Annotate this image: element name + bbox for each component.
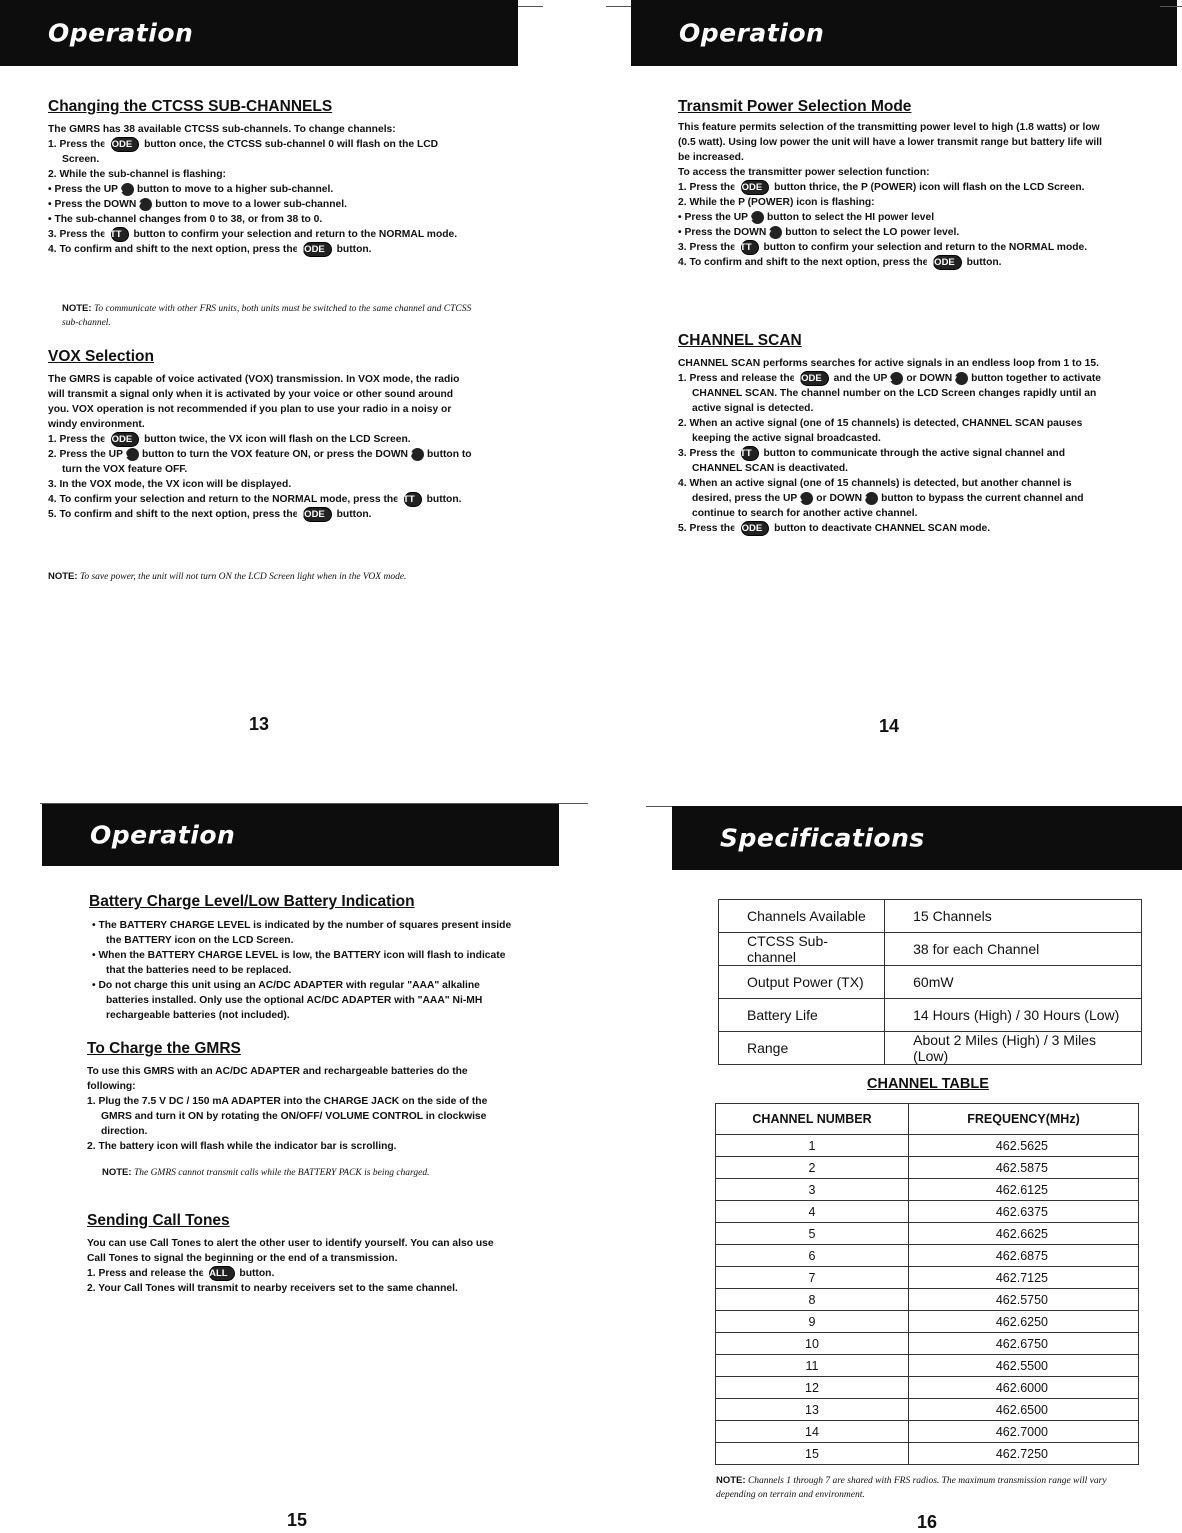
up-arrow-icon: ▲ — [126, 448, 139, 461]
table-row — [716, 1179, 1139, 1201]
top-rule — [1160, 6, 1182, 7]
spec-row — [719, 933, 1142, 966]
up-arrow-icon: ▲ — [751, 211, 764, 224]
down-arrow-icon: ▼ — [411, 448, 424, 461]
charge-body: To use this GMRS with an AC/DC ADAPTER and rechargeable batteries do the following: 1. Plug the 7.5 V DC / 150 mA ADAPTER into the CHARGE JACK on the side of the GMRS and turn it ON by rotating the ON/OFF/ VOLUME CONTROL in clockwise direction. 2. The battery icon will flash while the indicator bar is scrolling. — [87, 1066, 488, 1152]
frequency-cell: 462.6375 — [909, 1201, 1139, 1223]
ptt-button-icon: PTT — [404, 492, 422, 507]
table-row — [716, 1135, 1139, 1157]
mode-button-icon: MODE — [741, 180, 770, 195]
table-row — [716, 1157, 1139, 1179]
ptt-button-icon: PTT — [741, 240, 759, 255]
table-row — [716, 1311, 1139, 1333]
up-arrow-icon: ▲ — [800, 492, 813, 505]
mode-button-icon: MODE — [303, 507, 332, 522]
spec-value: 38 for each Channel — [885, 933, 1142, 966]
top-rule — [646, 806, 672, 807]
specifications-table — [718, 899, 1142, 1065]
table-row — [716, 1267, 1139, 1289]
scan-heading: CHANNEL SCAN — [678, 332, 802, 349]
top-rule — [518, 6, 543, 7]
mode-button-icon: MODE — [111, 432, 140, 447]
channel-number-cell: 2 — [716, 1157, 909, 1179]
vox-body: The GMRS is capable of voice activated (VOX) transmission. In VOX mode, the radio will transmit a signal only when it is activated by your voice or other sound around you. VOX operation is not recommended if you plan to use your radio in a noisy or windy environment. 1. Press the MODE button twice, the VX icon will flash on the LCD Screen. 2. Press the UP▲ button to turn the VOX feature ON, or press the DOWN▼ button to turn the VOX feature OFF. 3. In the VOX mode, the VX icon will be displayed. 4. To confirm your selection and return to the NORMAL mode, press the PTT button. 5. To confirm and shift to the next option, press the MODE button. — [48, 374, 472, 520]
table-row — [716, 1223, 1139, 1245]
page15-header: Operation — [42, 804, 559, 866]
tones-heading: Sending Call Tones — [87, 1212, 230, 1229]
spec-row — [719, 1032, 1142, 1065]
battery-body: • The BATTERY CHARGE LEVEL is indicated by the number of squares present inside the BATTERY icon on the LCD Screen. • When the BATTERY CHARGE LEVEL is low, the BATTERY icon will flash to indicate that the batteries need to be replaced. • Do not charge this unit using an AC/DC ADAPTER with regular "AAA" alkaline batteries installed. Only use the optional AC/DC ADAPTER with "AAA" Ni-MH rechargeable batteries (not included). — [92, 920, 512, 1021]
page-number-14: 14 — [879, 716, 900, 736]
channel-number-cell: 5 — [716, 1223, 909, 1245]
spec-row — [719, 999, 1142, 1032]
page13-header: Operation — [0, 0, 518, 66]
frequency-cell: 462.6750 — [909, 1333, 1139, 1355]
vox-heading: VOX Selection — [48, 348, 154, 365]
ctcss-body: The GMRS has 38 available CTCSS sub-channels. To change channels: 1. Press the MODE button once, the CTCSS sub-channel 0 will flash on the LCD Screen. 2. While the sub-channel is flashing: • Press the UP▲ button to move to a higher sub-channel. • Press the DOWN▼ button to move to a lower sub-channel. • The sub-channel changes from 0 to 38, or from 38 to 0. 3. Press the PTT button to confirm your selection and return to the NORMAL mode. 4. To confirm and shift to the next option, press the MODE button. — [48, 124, 458, 255]
frequency-cell: 462.5500 — [909, 1355, 1139, 1377]
tones-body: You can use Call Tones to alert the other user to identify yourself. You can also use Call Tones to signal the beginning or the end of a transmission. 1. Press and release the CALL button. 2. Your Call Tones will transmit to nearby receivers set to the same channel. — [87, 1238, 494, 1294]
spec-value: About 2 Miles (High) / 3 Miles (Low) — [885, 1032, 1142, 1065]
ptt-button-icon: PTT — [741, 446, 759, 461]
channel-number-cell: 7 — [716, 1267, 909, 1289]
channel-number-cell: 14 — [716, 1421, 909, 1443]
ptt-button-icon: PTT — [111, 227, 129, 242]
table-row — [716, 1421, 1139, 1443]
mode-button-icon: MODE — [303, 242, 332, 257]
top-rule — [606, 6, 631, 7]
table-row — [716, 1377, 1139, 1399]
channel-number-cell: 6 — [716, 1245, 909, 1267]
channel-note: NOTE: Channels 1 through 7 are shared with FRS radios. The maximum transmission range will vary depending on terrain and environment. — [716, 1475, 1107, 1500]
channel-number-cell: 3 — [716, 1179, 909, 1201]
charge-heading: To Charge the GMRS — [87, 1040, 241, 1057]
page-number-15: 15 — [287, 1510, 308, 1530]
page-number-16: 16 — [917, 1512, 938, 1532]
mode-button-icon: MODE — [800, 371, 829, 386]
frequency-cell: 462.6000 — [909, 1377, 1139, 1399]
table-row — [716, 1245, 1139, 1267]
down-arrow-icon: ▼ — [955, 372, 968, 385]
spec-label: Battery Life — [719, 999, 885, 1032]
channel-number-cell: 8 — [716, 1289, 909, 1311]
page16-header: Specifications — [672, 806, 1182, 870]
frequency-cell: 462.6125 — [909, 1179, 1139, 1201]
spec-label: CTCSS Sub-channel — [719, 933, 885, 966]
up-arrow-icon: ▲ — [890, 372, 903, 385]
frequency-cell: 462.7250 — [909, 1443, 1139, 1465]
mode-button-icon: MODE — [741, 521, 770, 536]
down-arrow-icon: ▼ — [865, 492, 878, 505]
page-number-13: 13 — [249, 714, 270, 734]
channel-number-cell: 12 — [716, 1377, 909, 1399]
channel-number-cell: 11 — [716, 1355, 909, 1377]
spec-row — [719, 966, 1142, 999]
call-button-icon: CALL — [209, 1266, 234, 1281]
table-row — [716, 1289, 1139, 1311]
col-channel-number: CHANNEL NUMBER — [716, 1104, 909, 1135]
table-row — [716, 1443, 1139, 1465]
vox-note: NOTE: To save power, the unit will not turn ON the LCD Screen light when in the VOX mode. — [48, 571, 407, 582]
ctcss-note: NOTE: To communicate with other FRS units, both units must be switched to the same channel and CTCSS sub-channel. — [62, 303, 472, 328]
channel-number-cell: 13 — [716, 1399, 909, 1421]
scan-body: CHANNEL SCAN performs searches for active signals in an endless loop from 1 to 15. 1. Press and release the MODE and the UP▲ or DOWN▼ button together to activate CHANNEL SCAN. The channel number on the LCD Screen changes rapidly until an active signal is detected. 2. When an active signal (one of 15 channels) is detected, CHANNEL SCAN pauses keeping the active signal broadcasted. 3. Press the PTT button to communicate through the active signal channel and CHANNEL SCAN is deactivated. 4. When an active signal (one of 15 channels) is detected, but another channel is desired, press the UP▲ or DOWN▼ button to bypass the current channel and continue to search for another active channel. 5. Press the MODE button to deactivate CHANNEL SCAN mode. — [678, 358, 1101, 534]
table-row — [716, 1355, 1139, 1377]
channel-number-cell: 10 — [716, 1333, 909, 1355]
power-body: This feature permits selection of the transmitting power level to high (1.8 watts) or low (0.5 watt). Using low power the unit will have a lower transmit range but battery life will be increased. To access the transmitter power selection function: 1. Press the MODE button thrice, the P (POWER) icon will flash on the LCD Screen. 2. While the P (POWER) icon is flashing: • Press the UP▲ button to select the HI power level • Press the DOWN▼ button to select the LO power level. 3. Press the PTT button to confirm your selection and return to the NORMAL mode. 4. To confirm and shift to the next option, press the MODE button. — [678, 122, 1102, 268]
spec-value: 15 Channels — [885, 900, 1142, 933]
mode-button-icon: MODE — [111, 137, 140, 152]
table-row — [716, 1201, 1139, 1223]
spec-value: 14 Hours (High) / 30 Hours (Low) — [885, 999, 1142, 1032]
frequency-cell: 462.5875 — [909, 1157, 1139, 1179]
up-arrow-icon: ▲ — [121, 183, 134, 196]
frequency-cell: 462.7125 — [909, 1267, 1139, 1289]
spec-label: Range — [719, 1032, 885, 1065]
ctcss-heading: Changing the CTCSS SUB-CHANNELS — [48, 98, 333, 115]
channel-number-cell: 4 — [716, 1201, 909, 1223]
channel-number-cell: 1 — [716, 1135, 909, 1157]
down-arrow-icon: ▼ — [769, 226, 782, 239]
charge-note: NOTE: The GMRS cannot transmit calls while the BATTERY PACK is being charged. — [102, 1167, 430, 1178]
power-heading: Transmit Power Selection Mode — [678, 98, 912, 115]
frequency-cell: 462.5625 — [909, 1135, 1139, 1157]
mode-button-icon: MODE — [933, 255, 962, 270]
frequency-cell: 462.6875 — [909, 1245, 1139, 1267]
channel-table — [715, 1103, 1139, 1465]
frequency-cell: 462.7000 — [909, 1421, 1139, 1443]
spec-value: 60mW — [885, 966, 1142, 999]
channel-table-title: CHANNEL TABLE — [867, 1076, 989, 1092]
spec-label: Output Power (TX) — [719, 966, 885, 999]
page14-header: Operation — [631, 0, 1177, 66]
channel-number-cell: 15 — [716, 1443, 909, 1465]
down-arrow-icon: ▼ — [139, 198, 152, 211]
frequency-cell: 462.6500 — [909, 1399, 1139, 1421]
table-row — [716, 1333, 1139, 1355]
spec-label: Channels Available — [719, 900, 885, 933]
frequency-cell: 462.6250 — [909, 1311, 1139, 1333]
col-frequency: FREQUENCY(MHz) — [909, 1104, 1139, 1135]
table-row — [716, 1399, 1139, 1421]
frequency-cell: 462.6625 — [909, 1223, 1139, 1245]
battery-heading: Battery Charge Level/Low Battery Indication — [89, 893, 415, 910]
channel-number-cell: 9 — [716, 1311, 909, 1333]
spec-row — [719, 900, 1142, 933]
frequency-cell: 462.5750 — [909, 1289, 1139, 1311]
table-header-row — [716, 1104, 1139, 1135]
